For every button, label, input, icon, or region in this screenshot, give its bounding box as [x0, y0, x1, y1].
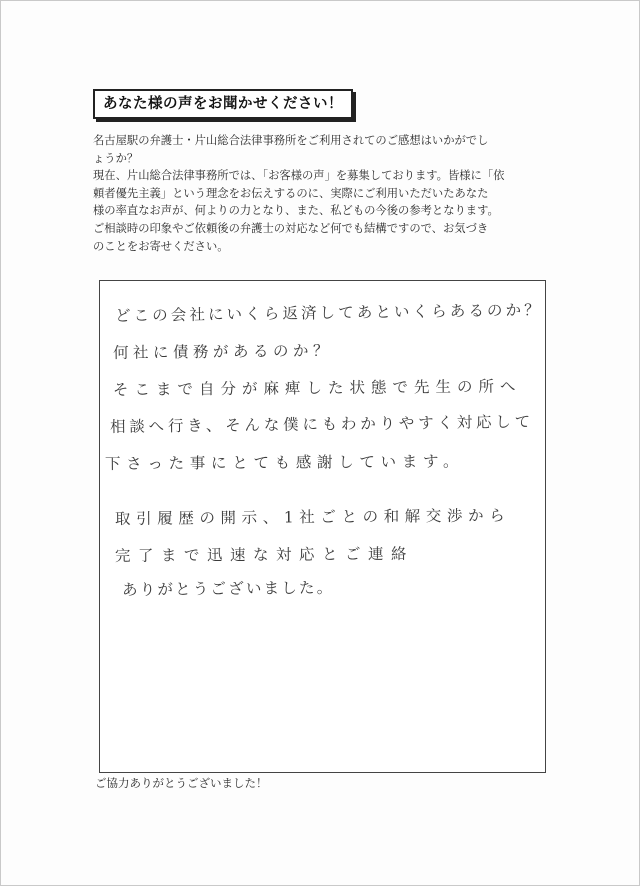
- handwritten-line: どこの会社にいくら返済してあといくらあるのか？: [114, 301, 543, 325]
- intro-line: ょうか？: [93, 151, 139, 165]
- closing-message: ご協力ありがとうございました！: [95, 776, 268, 790]
- handwritten-line: 完了まで迅速な対応とご連絡: [114, 544, 415, 565]
- page-heading: あなた様の声をお聞かせください！: [93, 89, 353, 119]
- handwritten-line: 下さった事にとても感謝しています。: [104, 452, 465, 473]
- handwritten-line: ありがとうございました。: [121, 578, 335, 599]
- handwritten-line: 相談へ行き、そんな僕にもわかりやすく対応して: [109, 412, 535, 436]
- intro-line: 頼者優先主義」という理念をお伝えするのに、実際にご利用いただいたあなた: [93, 186, 489, 200]
- handwritten-line: そこまで自分が麻痺した状態で先生の所へ: [112, 377, 522, 399]
- intro-line: 様の率直なお声が、何よりの力となり、また、私どもの今後の参考となります。: [93, 204, 499, 218]
- intro-text: [93, 132, 563, 255]
- handwritten-line: 取引履歴の開示、1社ごとの和解交渉から: [114, 506, 511, 528]
- intro-line: 現在、片山総合法律事務所では、「お客様の声」を募集しております。皆様に「依: [93, 169, 505, 183]
- handwritten-line: 何社に債務があるのか？: [112, 341, 334, 362]
- intro-line: のことをお寄せください。: [93, 239, 229, 253]
- intro-line: 名古屋駅の弁護士・片山総合法律事務所をご利用されてのご感想はいかがでし: [93, 134, 489, 147]
- intro-line: ご相談時の印象やご依頼後の弁護士の対応など何でも結構ですので、お気づき: [93, 221, 489, 235]
- handwritten-comment-box: [99, 280, 546, 773]
